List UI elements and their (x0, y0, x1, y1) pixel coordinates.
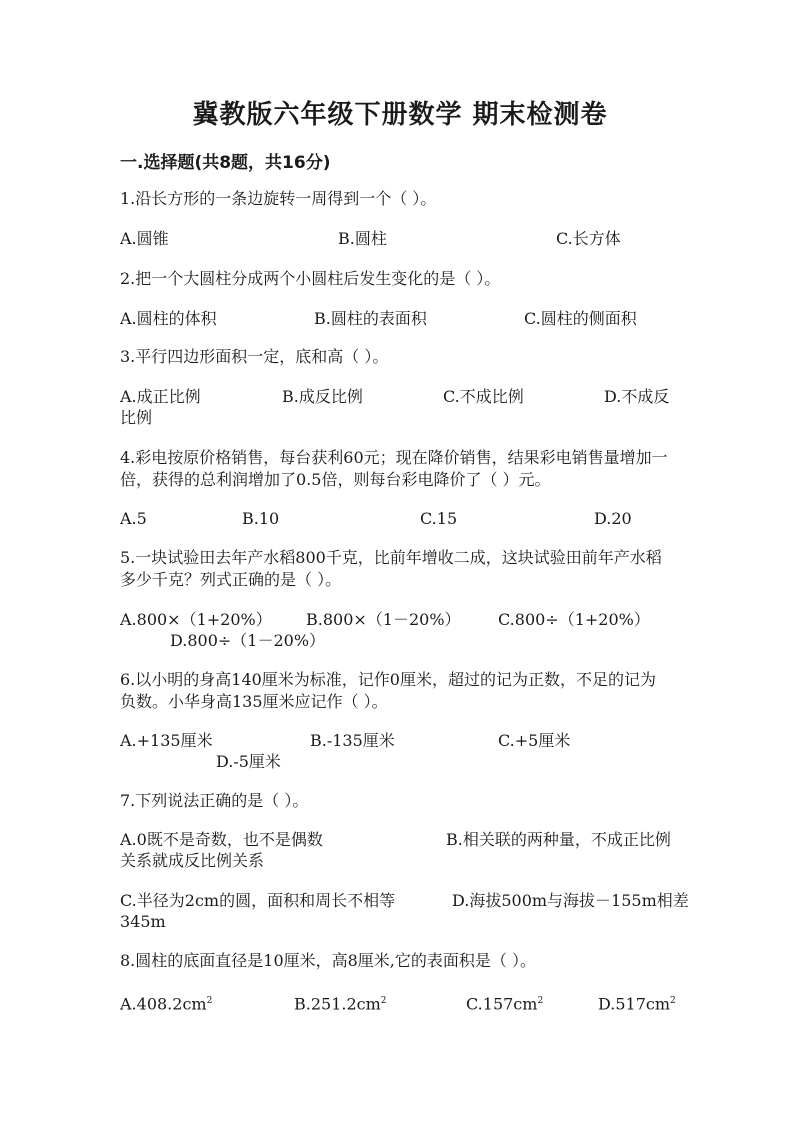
q6-option-a: A.+135厘米 (120, 731, 213, 750)
q7-option-b-continued: 关系就成反比例关系 (120, 851, 265, 870)
q8-option-d-sup: 2 (670, 996, 676, 1006)
q3-option-c: C.不成比例 (443, 387, 524, 406)
q8-option-d (598, 990, 676, 1015)
q5-option-b: B.800×（1－20%） (306, 610, 461, 629)
q7-option-a: A.0既不是奇数，也不是偶数 (120, 830, 323, 849)
q8-option-b (294, 990, 387, 1015)
question-4-line-2: 倍，获得的总利润增加了0.5倍，则每台彩电降价了（ ）元。 (120, 470, 551, 489)
q4-option-d: D.20 (594, 509, 632, 528)
q8-option-c (466, 990, 543, 1015)
q8-option-d-text: D.517cm (598, 994, 671, 1014)
q6-option-d: D.-5厘米 (216, 752, 281, 771)
q5-option-d: D.800÷（1－20%） (170, 631, 326, 650)
question-8: 8.圆柱的底面直径是10厘米，高8厘米,它的表面积是（ ）。 (120, 951, 536, 970)
q8-option-c-text: C.157cm (466, 994, 538, 1014)
question-7: 7.下列说法正确的是（ ）。 (120, 791, 309, 810)
q8-option-a-text: A.408.2cm (120, 994, 207, 1014)
q8-option-a (120, 990, 212, 1015)
q8-option-c-sup: 2 (537, 996, 544, 1006)
q7-option-d-continued: 345m (120, 912, 166, 931)
q7-option-d: D.海拔500m与海拔－155m相差 (452, 891, 689, 910)
q1-option-c: C.长方体 (556, 229, 621, 248)
q2-option-b: B.圆柱的表面积 (314, 309, 427, 328)
q1-option-b: B.圆柱 (338, 229, 387, 248)
q4-option-a: A.5 (120, 509, 147, 528)
section-heading: 一.选择题(共8题，共16分) (120, 153, 331, 173)
question-2: 2.把一个大圆柱分成两个小圆柱后发生变化的是（ ）。 (120, 269, 501, 288)
page-title: 冀教版六年级下册数学 期末检测卷 (192, 100, 608, 130)
q1-option-a: A.圆锥 (120, 229, 169, 248)
question-4-line-1: 4.彩电按原价格销售，每台获利60元；现在降价销售，结果彩电销售量增加一 (120, 448, 668, 467)
q8-option-b-sup: 2 (380, 996, 387, 1006)
q3-option-b: B.成反比例 (282, 387, 363, 406)
question-1: 1.沿长方形的一条边旋转一周得到一个（ ）。 (120, 189, 437, 208)
question-6-line-2: 负数。小华身高135厘米应记作（ ）。 (120, 692, 388, 711)
q2-option-c: C.圆柱的侧面积 (524, 309, 637, 328)
q4-option-b: B.10 (242, 509, 280, 528)
question-6-line-1: 6.以小明的身高140厘米为标准，记作0厘米，超过的记为正数，不足的记为 (120, 670, 656, 689)
q6-option-c: C.+5厘米 (498, 731, 571, 750)
q3-option-d-continued: 比例 (120, 408, 153, 427)
q8-option-a-sup: 2 (206, 996, 213, 1006)
q5-option-c: C.800÷（1+20%） (498, 610, 650, 629)
question-5-line-2: 多少千克？列式正确的是（ ）。 (120, 570, 342, 589)
q2-option-a: A.圆柱的体积 (120, 309, 217, 328)
q3-option-d: D.不成反 (604, 387, 670, 406)
question-5-line-1: 5.一块试验田去年产水稻800千克，比前年增收二成，这块试验田前年产水稻 (120, 548, 662, 567)
q6-option-b: B.-135厘米 (310, 731, 395, 750)
q7-option-b: B.相关联的两种量，不成正比例 (446, 830, 671, 849)
q7-option-c: C.半径为2cm的圆，面积和周长不相等 (120, 891, 396, 910)
q3-option-a: A.成正比例 (120, 387, 201, 406)
q8-option-b-text: B.251.2cm (294, 994, 381, 1014)
q5-option-a: A.800×（1+20%） (120, 610, 272, 629)
question-3: 3.平行四边形面积一定，底和高（ ）。 (120, 347, 389, 366)
q4-option-c: C.15 (420, 509, 458, 528)
